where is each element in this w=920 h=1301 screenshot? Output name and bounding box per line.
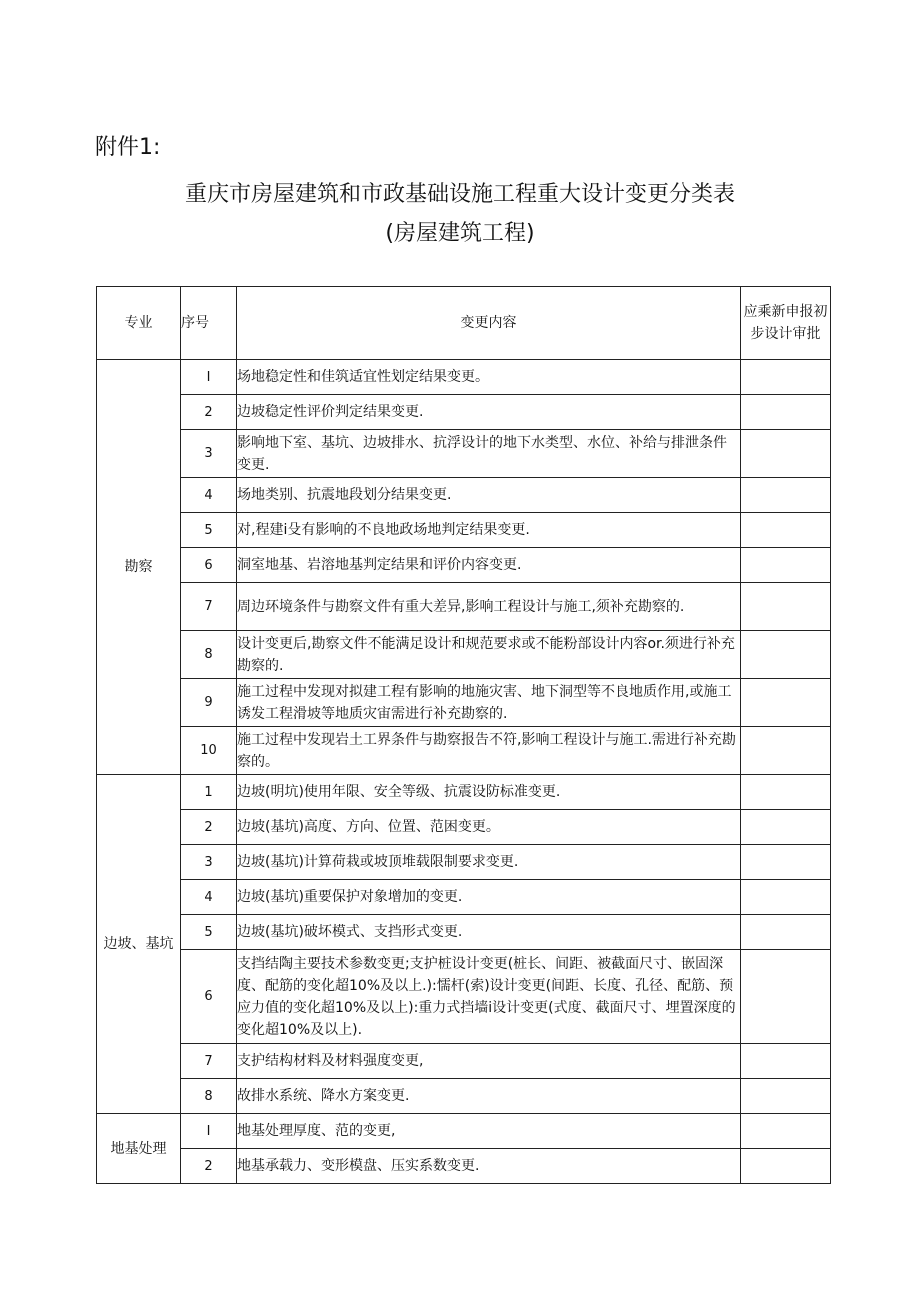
table-row [97, 1044, 831, 1079]
table-row [97, 478, 831, 513]
change-content: 边坡(基坑)破坏模式、支挡形式变更. [237, 915, 741, 950]
change-content: 故排水系统、降水方案变更. [237, 1079, 741, 1114]
table-row [97, 360, 831, 395]
reapproval-cell [741, 950, 831, 1044]
change-content: 边坡(基坑)高度、方向、位置、范困变更。 [237, 810, 741, 845]
change-content: 边坡(明坑)使用年限、安全等级、抗震设防标准变更. [237, 775, 741, 810]
change-content: 对,程建i殳有影响的不良地政场地判定结果变更. [237, 513, 741, 548]
design-change-table [96, 286, 831, 1184]
header-major: 专业 [97, 287, 181, 360]
reapproval-cell [741, 360, 831, 395]
change-content: 边坡(基坑)计算荷栽或坡顶堆载限制要求变更. [237, 845, 741, 880]
change-content: 设计变更后,勘察文件不能满足设计和规范要求或不能粉部设计内容or.须进行补充勘察的. [237, 631, 741, 679]
reapproval-cell [741, 727, 831, 775]
table-header-row [97, 287, 831, 360]
row-number: 4 [181, 478, 237, 513]
reapproval-cell [741, 915, 831, 950]
table-row [97, 395, 831, 430]
reapproval-cell [741, 1079, 831, 1114]
table-row [97, 880, 831, 915]
table-row [97, 950, 831, 1044]
row-number: 8 [181, 631, 237, 679]
reapproval-cell [741, 1044, 831, 1079]
change-content: 场地稳定性和佳筑适宜性划定结果变更。 [237, 360, 741, 395]
row-number: I [181, 1114, 237, 1149]
row-number: 9 [181, 679, 237, 727]
category-cell: 地基处理 [97, 1114, 181, 1184]
change-content: 洞室地基、岩溶地基判定结果和评价内容变更. [237, 548, 741, 583]
row-number: 6 [181, 950, 237, 1044]
reapproval-cell [741, 1149, 831, 1184]
row-number: 4 [181, 880, 237, 915]
document-subtitle: (房屋建筑工程) [385, 221, 535, 246]
table-row [97, 845, 831, 880]
reapproval-cell [741, 810, 831, 845]
change-content: 影响地下室、基坑、边坡排水、抗浮设计的地下水类型、水位、补给与排泄条件变更. [237, 430, 741, 478]
reapproval-cell [741, 548, 831, 583]
reapproval-cell [741, 1114, 831, 1149]
table-row [97, 775, 831, 810]
table-row [97, 548, 831, 583]
table-row [97, 679, 831, 727]
change-content: 边坡(基坑)重要保护对象增加的变更. [237, 880, 741, 915]
change-content: 边坡稳定性评价判定结果变更. [237, 395, 741, 430]
change-content: 支挡结陶主要技术参数变更;支护桩设计变更(桩长、间距、被截面尺寸、嵌固深度、配筋的变化超10%及以上.):懦杆(索)设计变更(间距、长度、孔径、配筋、预应力值的变化超10%及以上):重力式挡墙i设计变更(式度、截面尺寸、埋置深度的变化超10%及以上). [237, 950, 741, 1044]
row-number: 5 [181, 513, 237, 548]
table-row [97, 915, 831, 950]
table-row [97, 631, 831, 679]
table-row [97, 1079, 831, 1114]
change-content: 周边环境条件与勘察文件有重大差异,影响工程设计与施工,须补充勘察的. [237, 583, 741, 631]
row-number: 2 [181, 810, 237, 845]
reapproval-cell [741, 513, 831, 548]
reapproval-cell [741, 631, 831, 679]
attachment-label: 附件1: [95, 135, 161, 160]
change-content: 施工过程中发现岩土工界条件与勘察报告不符,影响工程设计与施工.需进行补充勘察的。 [237, 727, 741, 775]
reapproval-cell [741, 430, 831, 478]
document-title: 重庆市房屋建筑和市政基础设施工程重大设计变更分类表 [184, 182, 735, 207]
reapproval-cell [741, 583, 831, 631]
category-cell: 勘察 [97, 360, 181, 775]
row-number: 2 [181, 1149, 237, 1184]
table-row [97, 1149, 831, 1184]
row-number: 5 [181, 915, 237, 950]
change-content: 支护结构材料及材料强度变更, [237, 1044, 741, 1079]
table-row [97, 727, 831, 775]
row-number: 8 [181, 1079, 237, 1114]
row-number: I [181, 360, 237, 395]
row-number: 10 [181, 727, 237, 775]
reapproval-cell [741, 775, 831, 810]
table-row [97, 583, 831, 631]
header-content: 变更内容 [237, 287, 741, 360]
reapproval-cell [741, 880, 831, 915]
table-row [97, 513, 831, 548]
row-number: 3 [181, 845, 237, 880]
row-number: 2 [181, 395, 237, 430]
reapproval-cell [741, 395, 831, 430]
row-number: 7 [181, 1044, 237, 1079]
header-reapproval: 应乘新申报初步设计审批 [741, 287, 831, 360]
reapproval-cell [741, 845, 831, 880]
row-number: 6 [181, 548, 237, 583]
row-number: 1 [181, 775, 237, 810]
row-number: 7 [181, 583, 237, 631]
category-cell: 边坡、基坑 [97, 775, 181, 1114]
table-row [97, 1114, 831, 1149]
change-content: 施工过程中发现对拟建工程有影响的地施灾害、地下洞型等不良地质作用,或施工诱发工程滑坡等地质灾宙需进行补充勘察的. [237, 679, 741, 727]
table-row [97, 810, 831, 845]
reapproval-cell [741, 478, 831, 513]
change-content: 地基处理厚度、范的变更, [237, 1114, 741, 1149]
table-row [97, 430, 831, 478]
header-number: 序号 [181, 287, 237, 360]
row-number: 3 [181, 430, 237, 478]
change-content: 地基承载力、变形模盘、压实系数变更. [237, 1149, 741, 1184]
reapproval-cell [741, 679, 831, 727]
table-body [97, 360, 831, 1184]
change-content: 场地类别、抗震地段划分结果变更. [237, 478, 741, 513]
